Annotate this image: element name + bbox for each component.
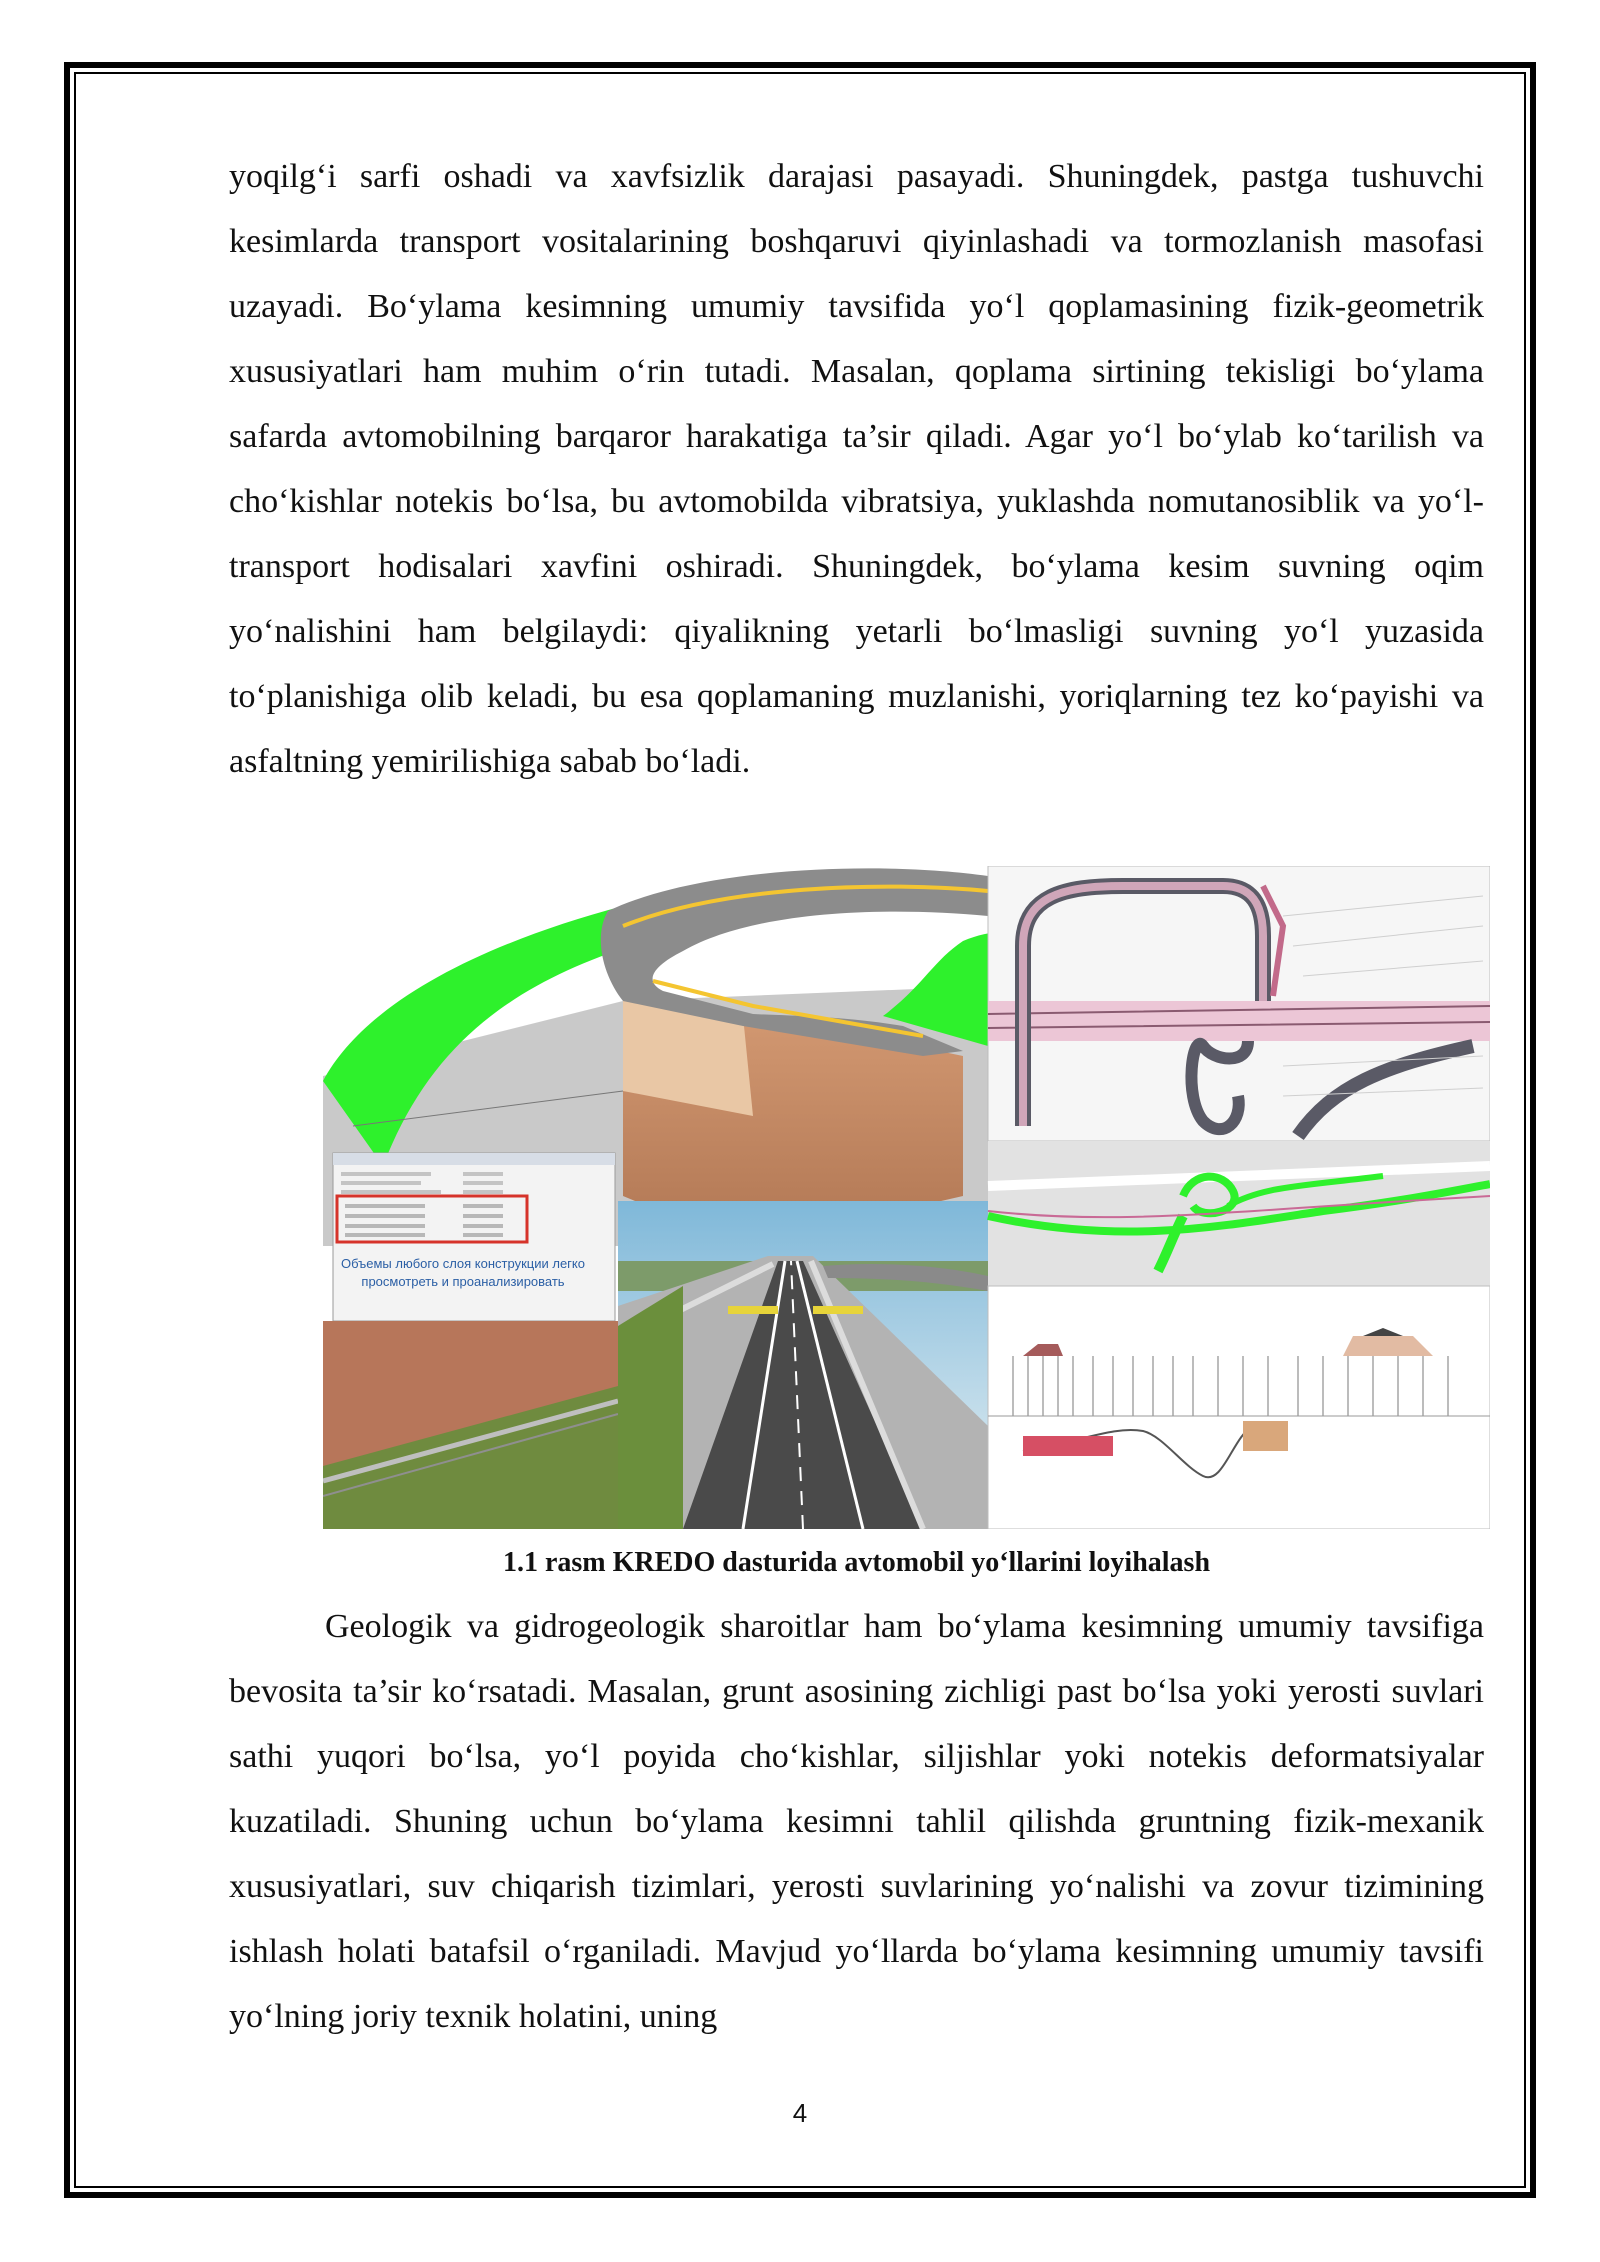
inset-text-line2: просмотреть и проанализировать	[361, 1274, 565, 1289]
paragraph-2-text: Geologik va gidrogeologik sharoitlar ham bo‘ylama kesimning umumiy tavsifiga bevosita ta’sir ko‘rsatadi. Masalan, grunt asosining zichligi past bo‘lsa yoki yerosti suvlari sathi yuqori bo‘lsa, yo‘l poyida cho‘kishlar, siljishlar yoki notekis deformatsiyalar kuzatiladi. Shuning uchun bo‘ylama kesimni tahlil qilishda gruntning fizik-mexanik xususiyatlari, suv chiqarish tizimlari, yerosti suvlarining yo‘nalishi va zovur tizimining ishlash holati batafsil o‘rganiladi. Mavjud yo‘llarda bo‘ylama kesimning umumiy tavsifi yo‘lning joriy texnik holatini, uning	[229, 1608, 1484, 2035]
slope-terrain-panel	[323, 1321, 618, 1529]
longitudinal-profile-panel	[988, 1286, 1490, 1529]
page-number: 4	[792, 2098, 808, 2128]
interchange-plan-panel	[988, 866, 1490, 1141]
green-plan-panel	[988, 1141, 1490, 1286]
inset-text-line1: Объемы любого слоя конструкции легко	[341, 1256, 585, 1271]
figure-caption: 1.1 rasm KREDO dasturida avtomobil yo‘llarini loyihalash	[502, 1547, 1211, 1578]
highway-render-panel	[618, 1201, 988, 1529]
kredo-figure	[323, 866, 1490, 1529]
paragraph-1: yoqilg‘i sarfi oshadi va xavfsizlik darajasi pasayadi. Shuningdek, pastga tushuvchi kesimlarda transport vositalarining boshqaruvi qiyinlashadi va tormozlanish masofasi uzayadi. Bo‘ylama kesimning umumiy tavsifida yo‘l qoplamasining fizik-geometrik xususiyatlari ham muhim o‘rin tutadi. Masalan, qoplama sirtining tekisligi bo‘ylama safarda avtomobilning barqaror harakatiga ta’sir qiladi. Agar yo‘l bo‘ylab ko‘tarilish va cho‘kishlar notekis bo‘lsa, bu avtomobilda vibratsiya, yuklashda nomutanosiblik va yo‘l-transport hodisalari xavfini oshiradi. Shuningdek, bo‘ylama kesim suvning oqim yo‘nalishini ham belgilaydi: qiyalikning yetarli bo‘lmasligi suvning yo‘l yuzasida to‘planishiga olib keladi, bu esa qoplamaning muzlanishi, yoriqlarning tez ko‘payishi va asfaltning yemirilishiga sabab bo‘ladi.	[229, 158, 1484, 780]
paragraph-2	[229, 1594, 1484, 2049]
volume-dialog-inset	[333, 1153, 615, 1321]
